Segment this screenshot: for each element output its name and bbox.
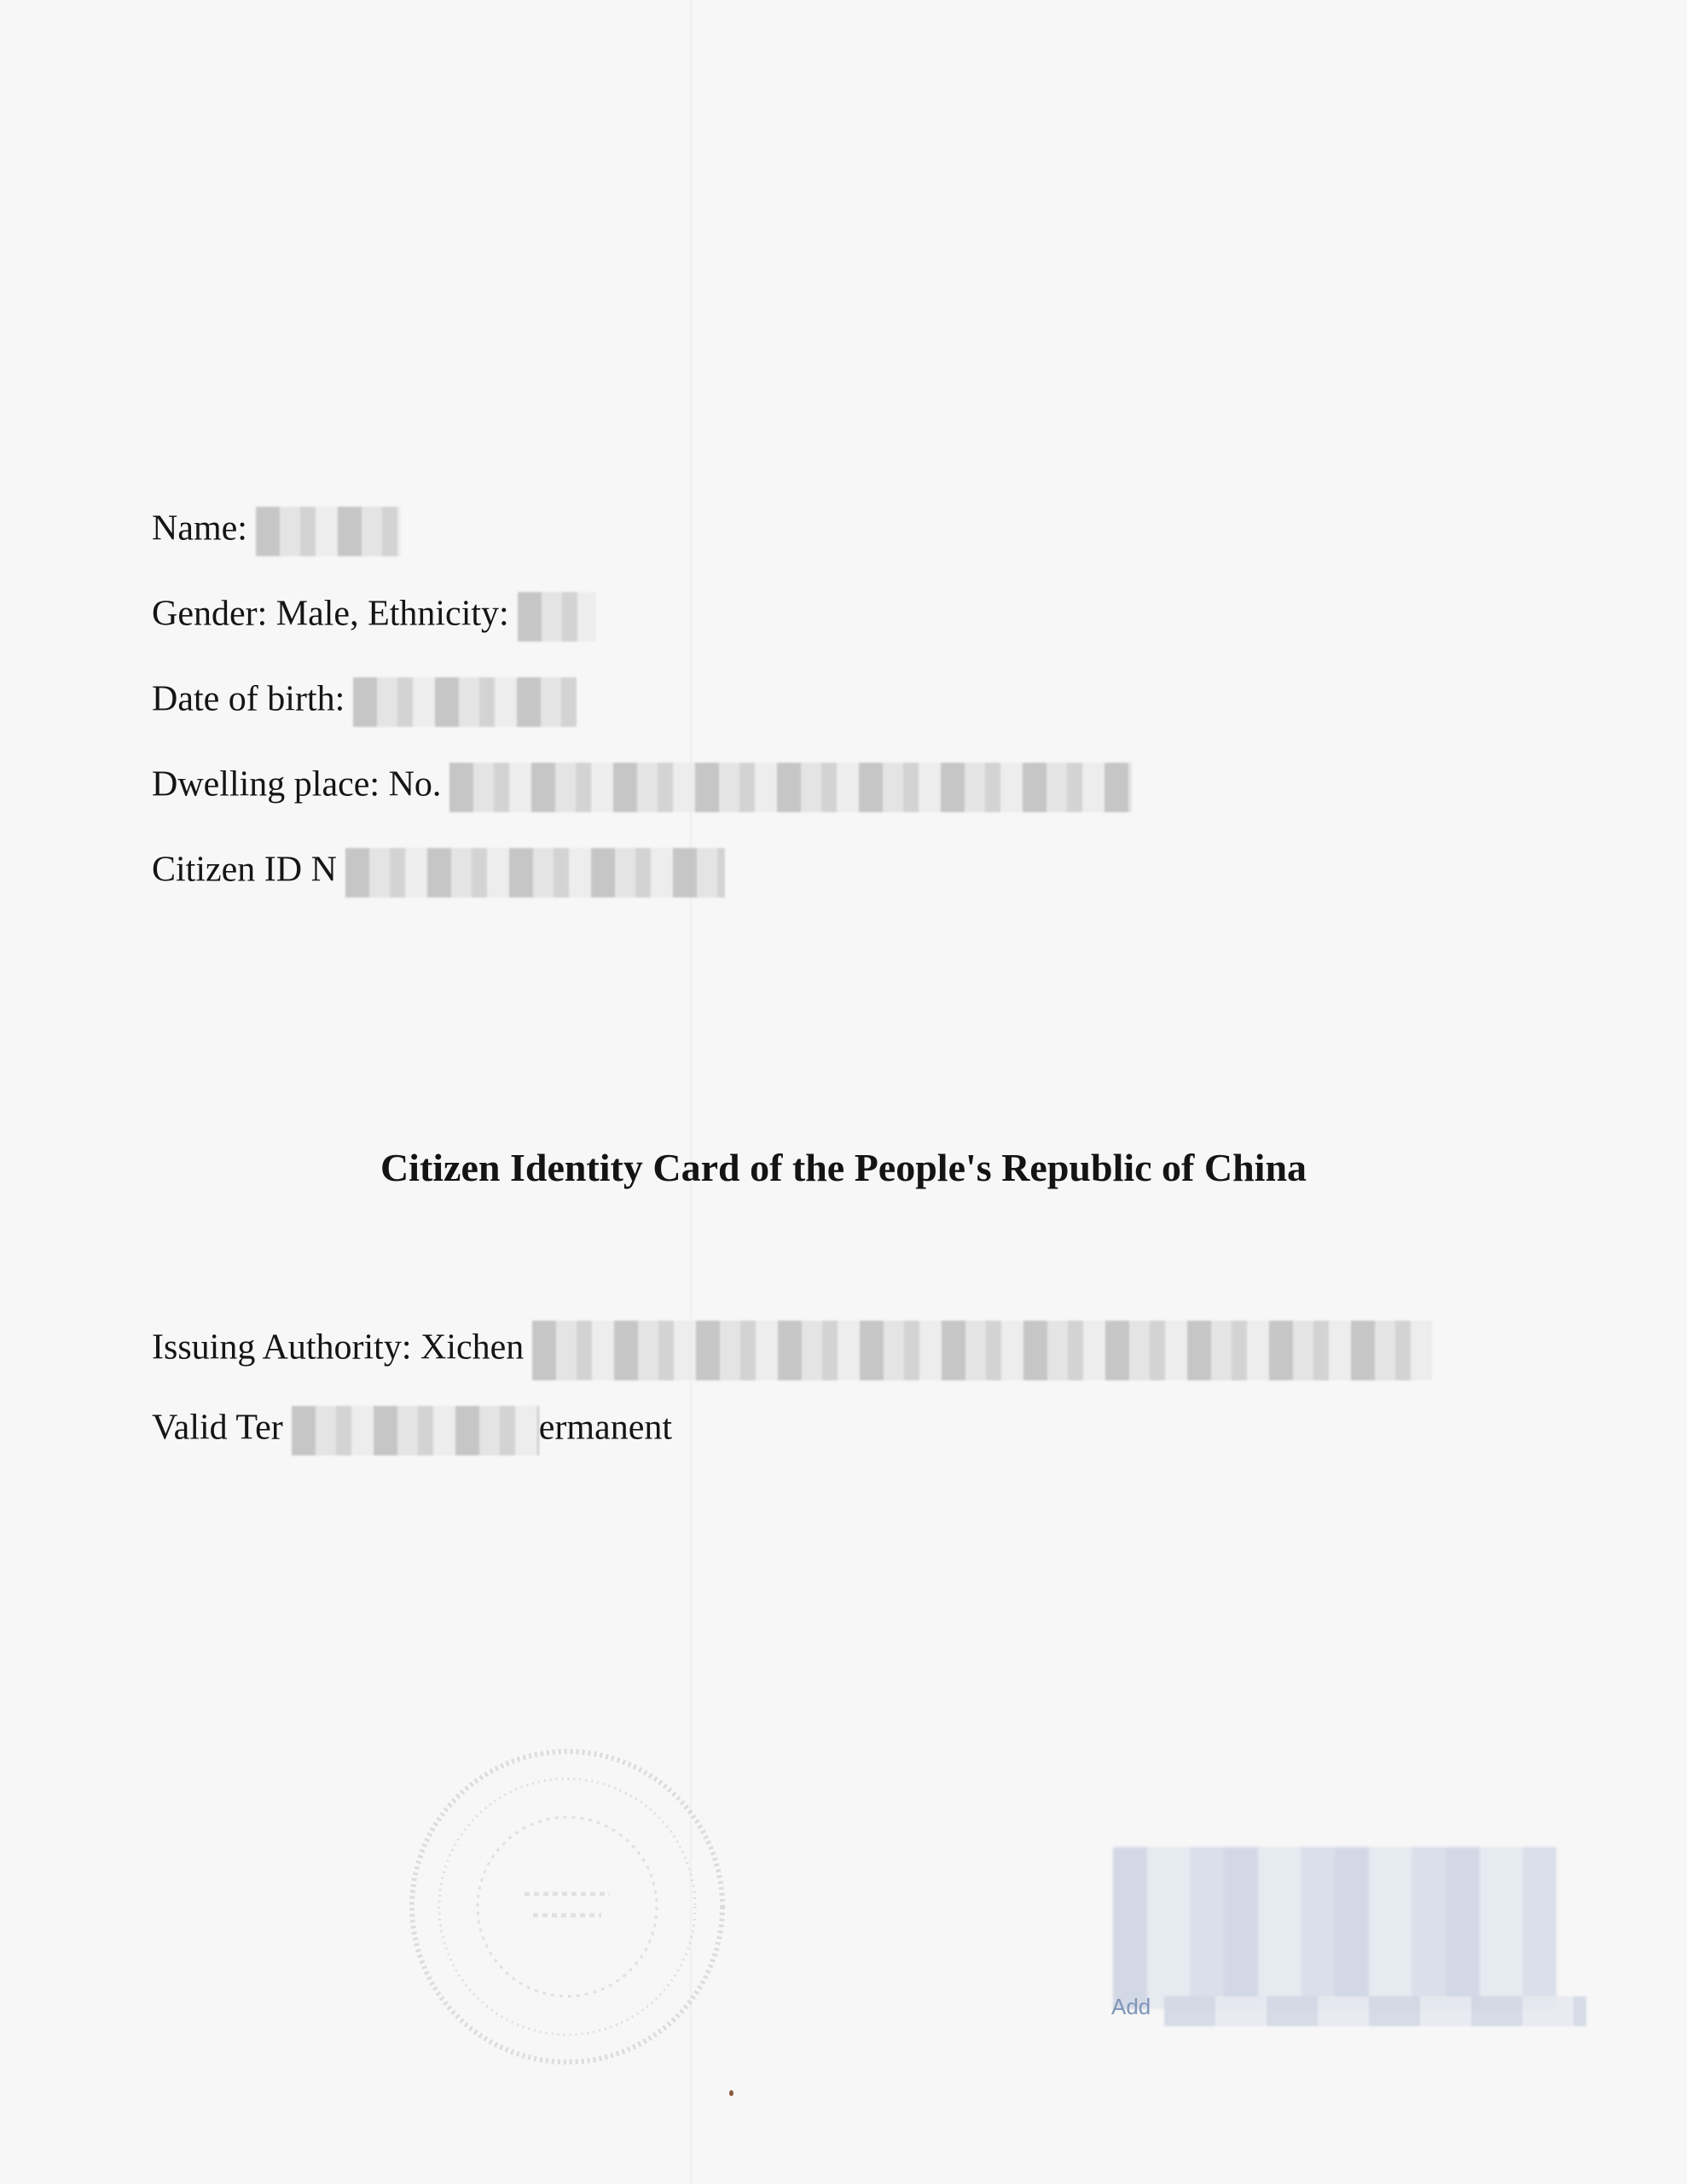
redacted-valid-term bbox=[292, 1406, 539, 1455]
redacted-name bbox=[256, 507, 401, 556]
dwelling-place-field bbox=[152, 763, 1132, 812]
issuing-authority-label: Issuing Authority: Xichen bbox=[152, 1327, 525, 1368]
issuing-authority-field bbox=[152, 1321, 1432, 1380]
redacted-date-of-birth bbox=[353, 677, 577, 727]
redacted-stamp bbox=[1113, 1847, 1557, 2009]
redacted-citizen-id bbox=[345, 848, 725, 897]
scan-speck bbox=[729, 2090, 733, 2096]
redacted-issuing-authority bbox=[532, 1321, 1432, 1380]
date-of-birth-field bbox=[152, 677, 577, 727]
citizen-id-label: Citizen ID N bbox=[152, 850, 337, 890]
notary-seal-icon bbox=[405, 1745, 729, 2069]
dwelling-place-label: Dwelling place: No. bbox=[152, 764, 442, 804]
valid-term-label: Valid Ter bbox=[152, 1408, 283, 1448]
redacted-dwelling-place bbox=[449, 763, 1132, 812]
valid-term-tail: ermanent bbox=[538, 1408, 672, 1448]
date-of-birth-label: Date of birth: bbox=[152, 679, 345, 719]
valid-term-field bbox=[152, 1406, 672, 1455]
name-field bbox=[152, 507, 401, 556]
citizen-id-field bbox=[152, 848, 725, 897]
gender-ethnicity-field bbox=[152, 592, 596, 642]
redacted-stamp-address bbox=[1164, 1996, 1586, 2026]
gender-ethnicity-label: Gender: Male, Ethnicity: bbox=[152, 594, 509, 634]
stamp-address-label: Add bbox=[1111, 1994, 1151, 2019]
name-label: Name: bbox=[152, 508, 247, 549]
document-title: Citizen Identity Card of the People's Republic of China bbox=[380, 1146, 1307, 1189]
notary-stamp-block bbox=[1113, 1847, 1582, 2026]
redacted-ethnicity bbox=[518, 592, 596, 642]
